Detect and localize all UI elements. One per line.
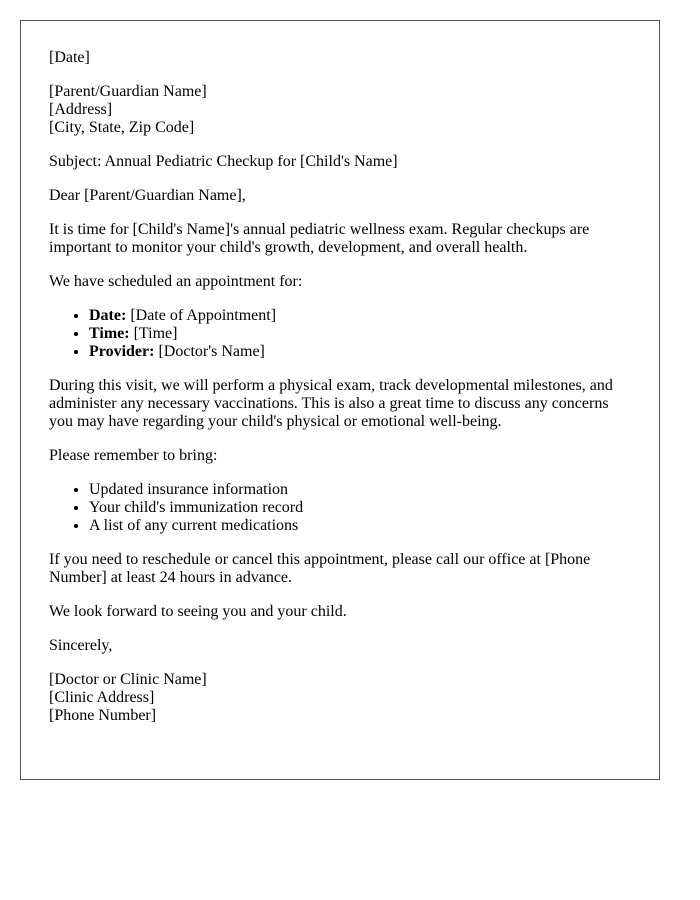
appointment-date-value: [Date of Appointment] <box>126 307 277 324</box>
sender-name: [Doctor or Clinic Name] <box>49 671 207 688</box>
visit-details-paragraph: During this visit, we will perform a physical exam, track developmental milestones, and administer any necessary vaccinations. This is also a great time to discuss any concerns you may have regarding your child's physical or emotional well-being. <box>49 377 613 430</box>
appointment-list <box>49 307 631 361</box>
letter-page <box>20 20 660 780</box>
appointment-intro: We have scheduled an appointment for: <box>49 273 303 290</box>
recipient-block <box>49 83 631 137</box>
sender-block <box>49 671 631 725</box>
appointment-date-item <box>89 307 631 325</box>
sender-phone: [Phone Number] <box>49 707 157 724</box>
recipient-city-state-zip: [City, State, Zip Code] <box>49 119 195 136</box>
letter-date: [Date] <box>49 49 90 66</box>
list-item: • Updated insurance information <box>89 481 631 499</box>
closing-line: We look forward to seeing you and your child. <box>49 603 347 620</box>
appointment-time-label: Time: <box>89 325 130 342</box>
appointment-provider-item <box>89 343 631 361</box>
appointment-provider-label: Provider: <box>89 343 155 360</box>
appointment-time-item <box>89 325 631 343</box>
list-item: • A list of any current medications <box>89 517 631 535</box>
appointment-date-label: Date: <box>89 307 127 324</box>
appointment-provider-value: [Doctor's Name] <box>154 343 265 360</box>
appointment-time-value: [Time] <box>129 325 178 342</box>
bring-intro: Please remember to bring: <box>49 447 218 464</box>
reschedule-paragraph: If you need to reschedule or cancel this appointment, please call our office at [Phone Number] at least 24 hours in advance. <box>49 551 591 586</box>
sender-address: [Clinic Address] <box>49 689 155 706</box>
letter-subject: Subject: Annual Pediatric Checkup for [Child's Name] <box>49 153 398 170</box>
list-item: • Your child's immunization record <box>89 499 631 517</box>
recipient-address: [Address] <box>49 101 113 118</box>
sign-off: Sincerely, <box>49 637 113 654</box>
letter-salutation: Dear [Parent/Guardian Name], <box>49 187 246 204</box>
recipient-name: [Parent/Guardian Name] <box>49 83 207 100</box>
bring-list <box>49 481 631 535</box>
intro-paragraph: It is time for [Child's Name]'s annual pediatric wellness exam. Regular checkups are important to monitor your child's growth, development, and overall health. <box>49 221 590 256</box>
